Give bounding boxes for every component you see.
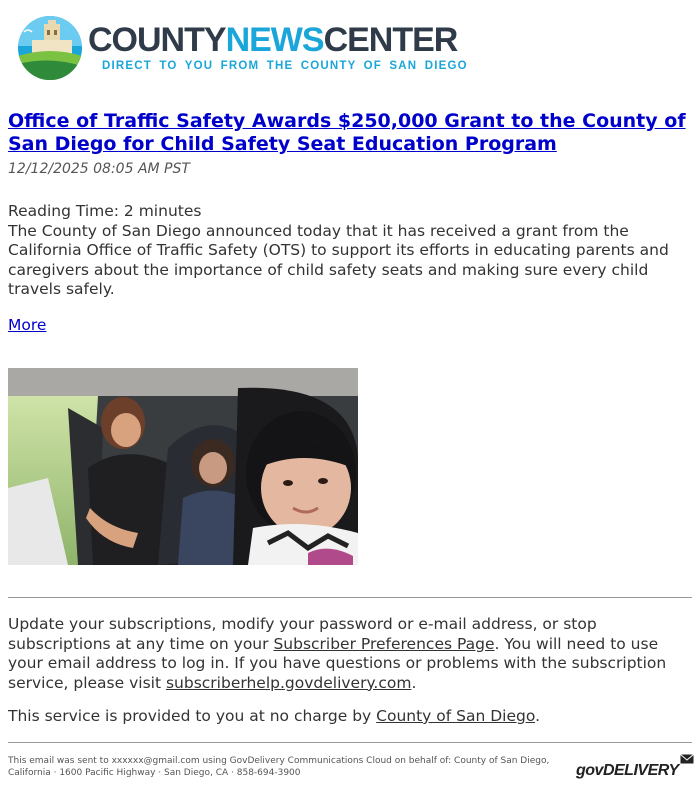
article-body <box>8 202 688 300</box>
service-notice <box>8 707 540 725</box>
footer-text-1: Update your subscriptions, modify your password or e-mail address, or stop subscriptions at any time on your <box>8 615 597 653</box>
county-news-center-header[interactable] <box>18 16 478 84</box>
logo-title-center: CENTER <box>323 21 458 59</box>
logo-wordmark <box>88 22 468 72</box>
logo-title-county: COUNTY <box>88 21 226 59</box>
reading-time: Reading Time: 2 minutes <box>8 202 202 220</box>
article-date: 12/12/2025 08:05 AM PST <box>8 161 190 177</box>
govdelivery-wordmark: govDELIVERY <box>576 762 679 779</box>
email-fineprint: This email was sent to xxxxxx@gmail.com using GovDelivery Communications Cloud on behalf of: County of San Diego, California · 1600 Pacific Highway · San Diego, CA · 858-694-3900 <box>8 756 550 778</box>
article-summary: The County of San Diego announced today that it has received a grant from the California Office of Traffic Safety (OTS) to support its efforts in educating parents and caregivers about the importance of child safety seats and making sure every child travels safely. <box>8 221 669 298</box>
subscriber-help-link[interactable]: subscriberhelp.govdelivery.com <box>165 673 412 692</box>
service-text: This service is provided to you at no charge by <box>8 707 377 725</box>
more-link[interactable]: More <box>8 316 47 334</box>
fineprint-divider <box>8 742 692 743</box>
logo-title-news: NEWS <box>225 21 324 59</box>
service-end: . <box>535 707 541 725</box>
article-photo[interactable] <box>8 368 358 565</box>
footer-text-3: . <box>411 673 417 692</box>
logo-title <box>88 22 468 58</box>
article-headline <box>8 110 688 156</box>
envelope-icon <box>680 754 694 764</box>
logo-tagline: DIRECT TO YOU FROM THE COUNTY OF SAN DIEGO <box>102 60 468 72</box>
county-logo-icon <box>18 16 82 80</box>
subscriber-preferences-link[interactable]: Subscriber Preferences Page <box>273 634 495 653</box>
govdelivery-logo[interactable] <box>576 754 694 784</box>
county-of-san-diego-link[interactable]: County of San Diego <box>376 707 536 725</box>
footer-divider <box>8 597 692 598</box>
article-headline-link[interactable]: Office of Traffic Safety Awards $250,000 Grant to the County of San Diego for Child Safety Seat Education Program <box>8 110 686 155</box>
footer-text-2: . You will need to use your email address to log in. If you have questions or problems with the subscription service, please visit <box>8 634 667 692</box>
subscription-footer <box>8 615 692 693</box>
